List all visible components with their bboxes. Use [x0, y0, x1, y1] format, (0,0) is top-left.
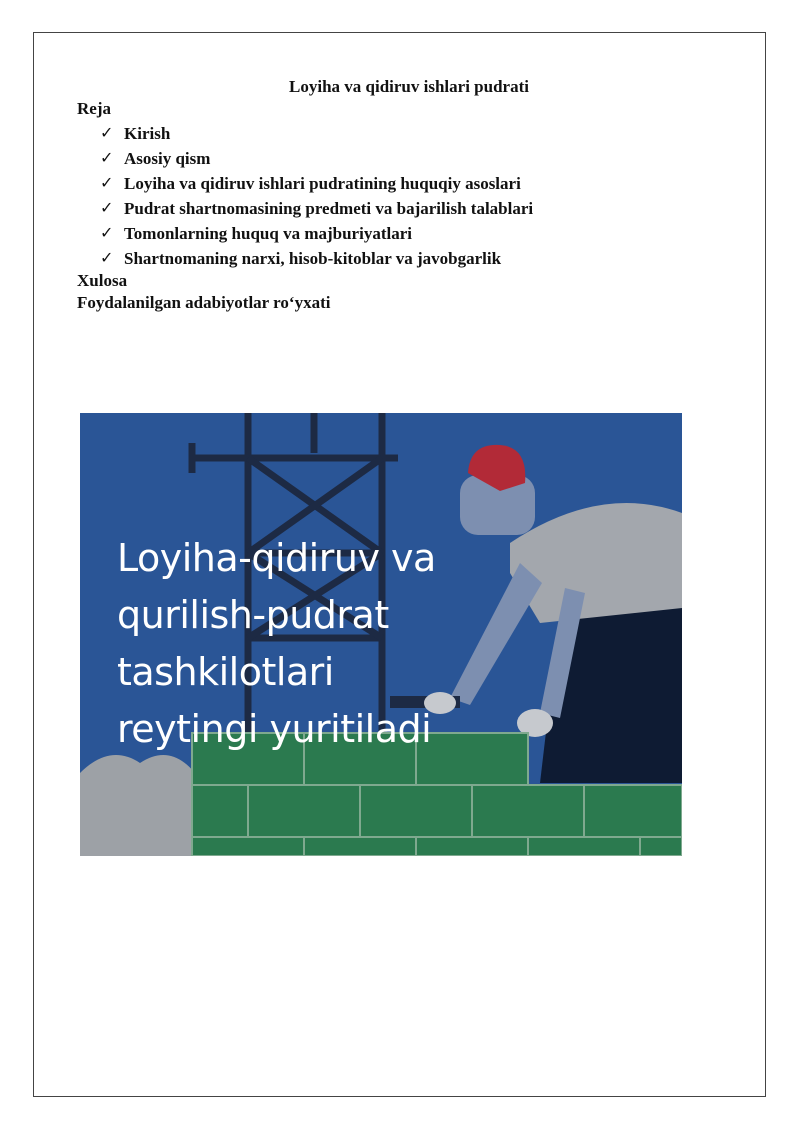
references-heading: Foydalanilgan adabiyotlar ro‘yxati: [77, 293, 331, 312]
illustration-caption: [117, 530, 436, 758]
checkmark-icon: ✓: [100, 250, 114, 267]
ground-shape: [80, 755, 195, 856]
toc-item-label: Kirish: [124, 124, 171, 143]
document-title: Loyiha va qidiruv ishlari pudrati: [289, 77, 529, 96]
toc-item-label: Asosiy qism: [124, 149, 211, 168]
toc-item-label: Loyiha va qidiruv ishlari pudratining huquqiy asoslari: [124, 174, 521, 193]
caption-line: qurilish-pudrat: [117, 593, 389, 637]
list-item: [100, 199, 533, 224]
caption-line: tashkilotlari: [117, 650, 334, 694]
list-item: [100, 224, 533, 249]
list-item: [100, 149, 533, 174]
toc-item-label: Pudrat shartnomasining predmeti va bajarilish talablari: [124, 199, 534, 218]
conclusion-heading: Xulosa: [77, 271, 128, 290]
list-item: [100, 124, 533, 149]
list-item: [100, 249, 533, 274]
checkmark-icon: ✓: [100, 200, 114, 217]
checkmark-icon: ✓: [100, 125, 114, 142]
toc-item-label: Shartnomaning narxi, hisob-kitoblar va javobgarlik: [124, 249, 502, 268]
list-item: [100, 174, 533, 199]
checkmark-icon: ✓: [100, 150, 114, 167]
plan-heading: Reja: [77, 99, 111, 118]
checkmark-icon: ✓: [100, 225, 114, 242]
toc-item-label: Tomonlarning huquq va majburiyatlari: [124, 224, 412, 243]
caption-line: reytingi yuritiladi: [117, 707, 432, 751]
table-of-contents: [100, 124, 533, 274]
checkmark-icon: ✓: [100, 175, 114, 192]
construction-illustration: [80, 413, 682, 856]
caption-line: Loyiha-qidiruv va: [117, 536, 436, 580]
